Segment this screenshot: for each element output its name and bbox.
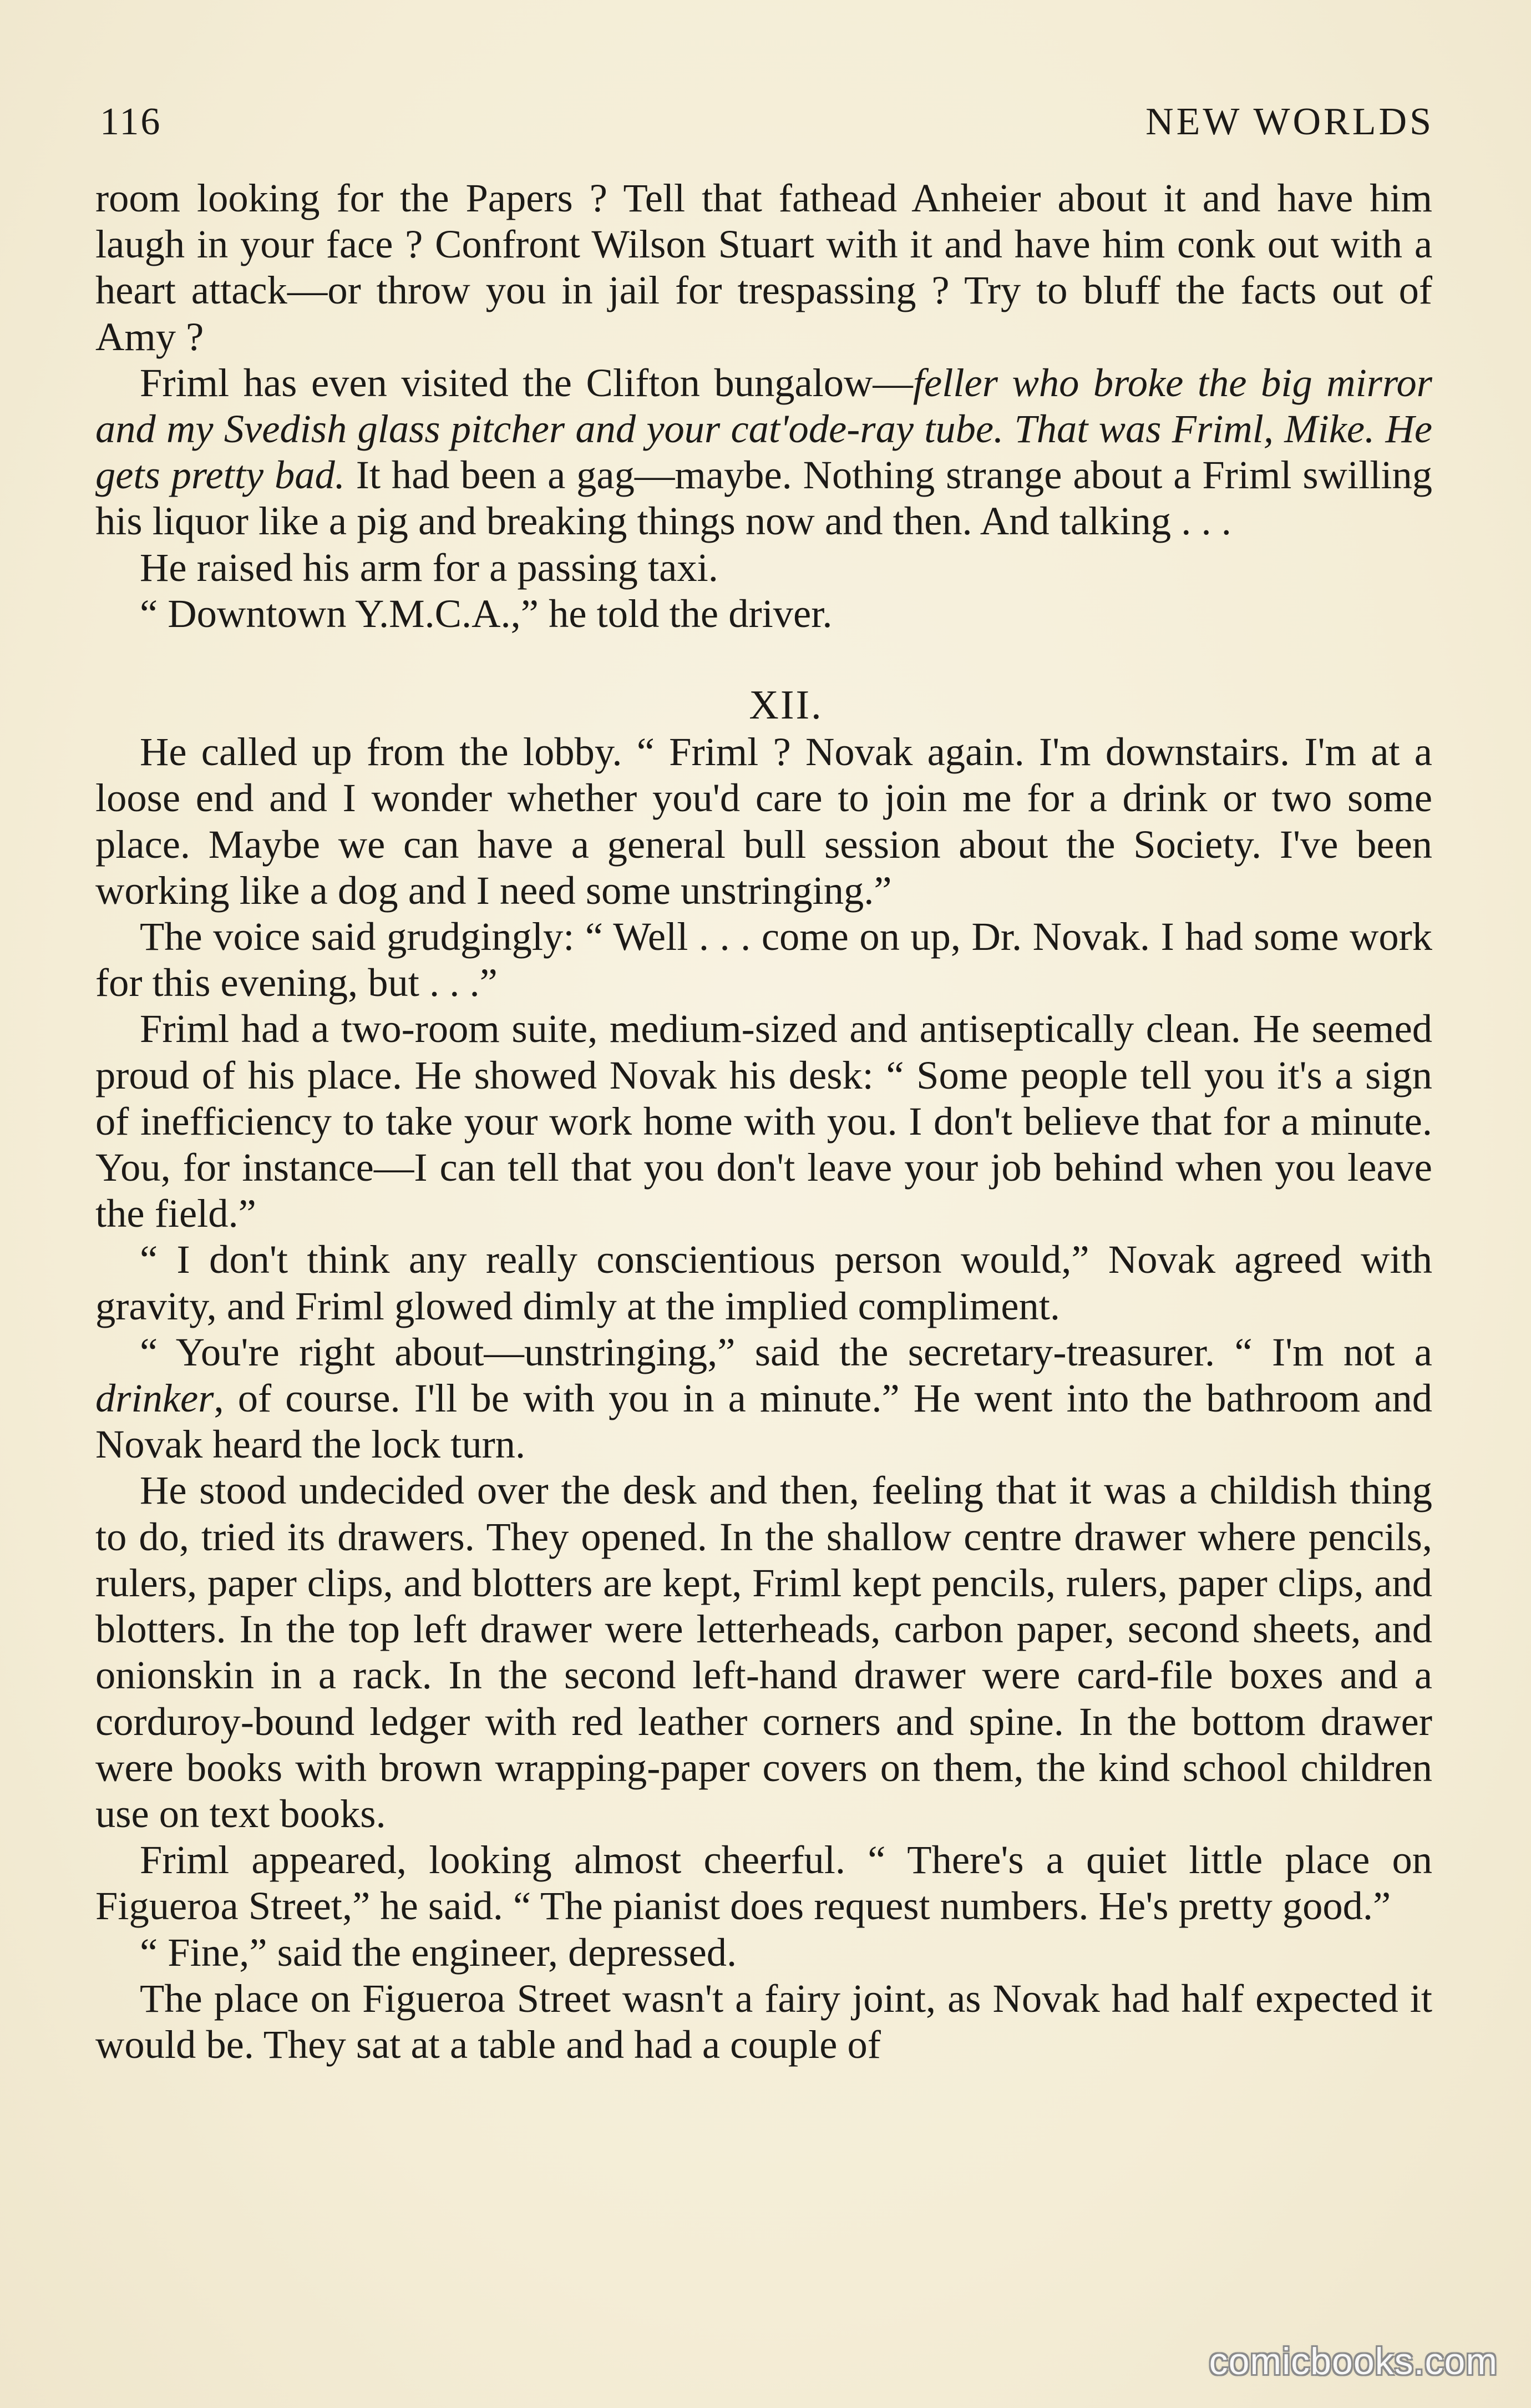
paragraph: “ Fine,” said the engineer, depressed. <box>140 1929 737 1975</box>
paragraph: Friml has even visited the Clifton bungalow—feller who broke the big mirror and my Svedish glass pitcher and your cat'ode-ray tube. That was Friml, Mike. He gets pretty bad. It had been a gag—maybe. Nothing strange about a Friml swilling his liquor like a pig and breaking things now and then. And talking . . . <box>95 360 1433 544</box>
watermark: comicbooks.com <box>1209 2340 1498 2382</box>
paragraph: “ Downtown Y.M.C.A.,” he told the driver. <box>140 590 833 636</box>
paragraph: He stood undecided over the desk and then, feeling that it was a childish thing to do, tried its drawers. They opened. In the shallow centre drawer where pencils, rulers, paper clips, and blotters are kept, Friml kept pencils, rulers, paper clips, and blotters. In the top left drawer were letterheads, carbon paper, second sheets, and onionskin in a rack. In the second left-hand drawer were card-file boxes and a corduroy-bound ledger with red leather corners and spine. In the bottom drawer were books with brown wrapping-paper covers on them, the kind school children use on text books. <box>95 1468 1432 1836</box>
paragraph: “ You're right about—unstringing,” said the secretary-treasurer. “ I'm not a drinker, of course. I'll be with you in a minute.” He went into the bathroom and Novak heard the lock turn. <box>95 1329 1432 1467</box>
paragraph: He raised his arm for a passing taxi. <box>140 544 718 590</box>
paragraph: Friml had a two-room suite, medium-sized and antiseptically clean. He seemed proud of his place. He showed Novak his desk: “ Some people tell you it's a sign of inefficiency to take your work home with you. I don't believe that for a minute. You, for instance—I can tell that you don't leave your job behind when you leave the field.” <box>95 1006 1432 1236</box>
section-heading: XII. <box>749 682 823 729</box>
italic-passage: feller who broke the big mirror and my Svedish glass pitcher and your cat'ode-ray tube. That was Friml, Mike. He gets pretty bad. <box>95 360 1432 498</box>
running-head-title: NEW WORLDS <box>1145 100 1434 143</box>
italic-word: drinker <box>95 1375 214 1421</box>
page-number: 116 <box>100 100 162 143</box>
paragraph: The place on Figueroa Street wasn't a fairy joint, as Novak had half expected it would be. They sat at a table and had a couple of <box>95 1975 1432 2067</box>
paragraph: He called up from the lobby. “ Friml ? Novak again. I'm downstairs. I'm at a loose end and I wonder whether you'd care to join me for a drink or two some place. Maybe we can have a general bull session about the Society. I've been working like a dog and I need some unstringing.” <box>95 729 1432 913</box>
paragraph: Friml appeared, looking almost cheerful. “ There's a quiet little place on Figueroa Street,” he said. “ The pianist does request numbers. He's pretty good.” <box>95 1837 1432 1929</box>
paragraph: The voice said grudgingly: “ Well . . . come on up, Dr. Novak. I had some work for this evening, but . . .” <box>95 914 1432 1005</box>
paragraph: “ I don't think any really conscientious person would,” Novak agreed with gravity, and Friml glowed dimly at the implied compliment. <box>95 1237 1432 1328</box>
body-text <box>95 175 1432 2067</box>
running-head <box>100 83 1434 144</box>
paragraph: room looking for the Papers ? Tell that fathead Anheier about it and have him laugh in your face ? Confront Wilson Stuart with it and have him conk out with a heart attack—or throw you in jail for trespassing ? Try to bluff the facts out of Amy ? <box>95 175 1432 359</box>
